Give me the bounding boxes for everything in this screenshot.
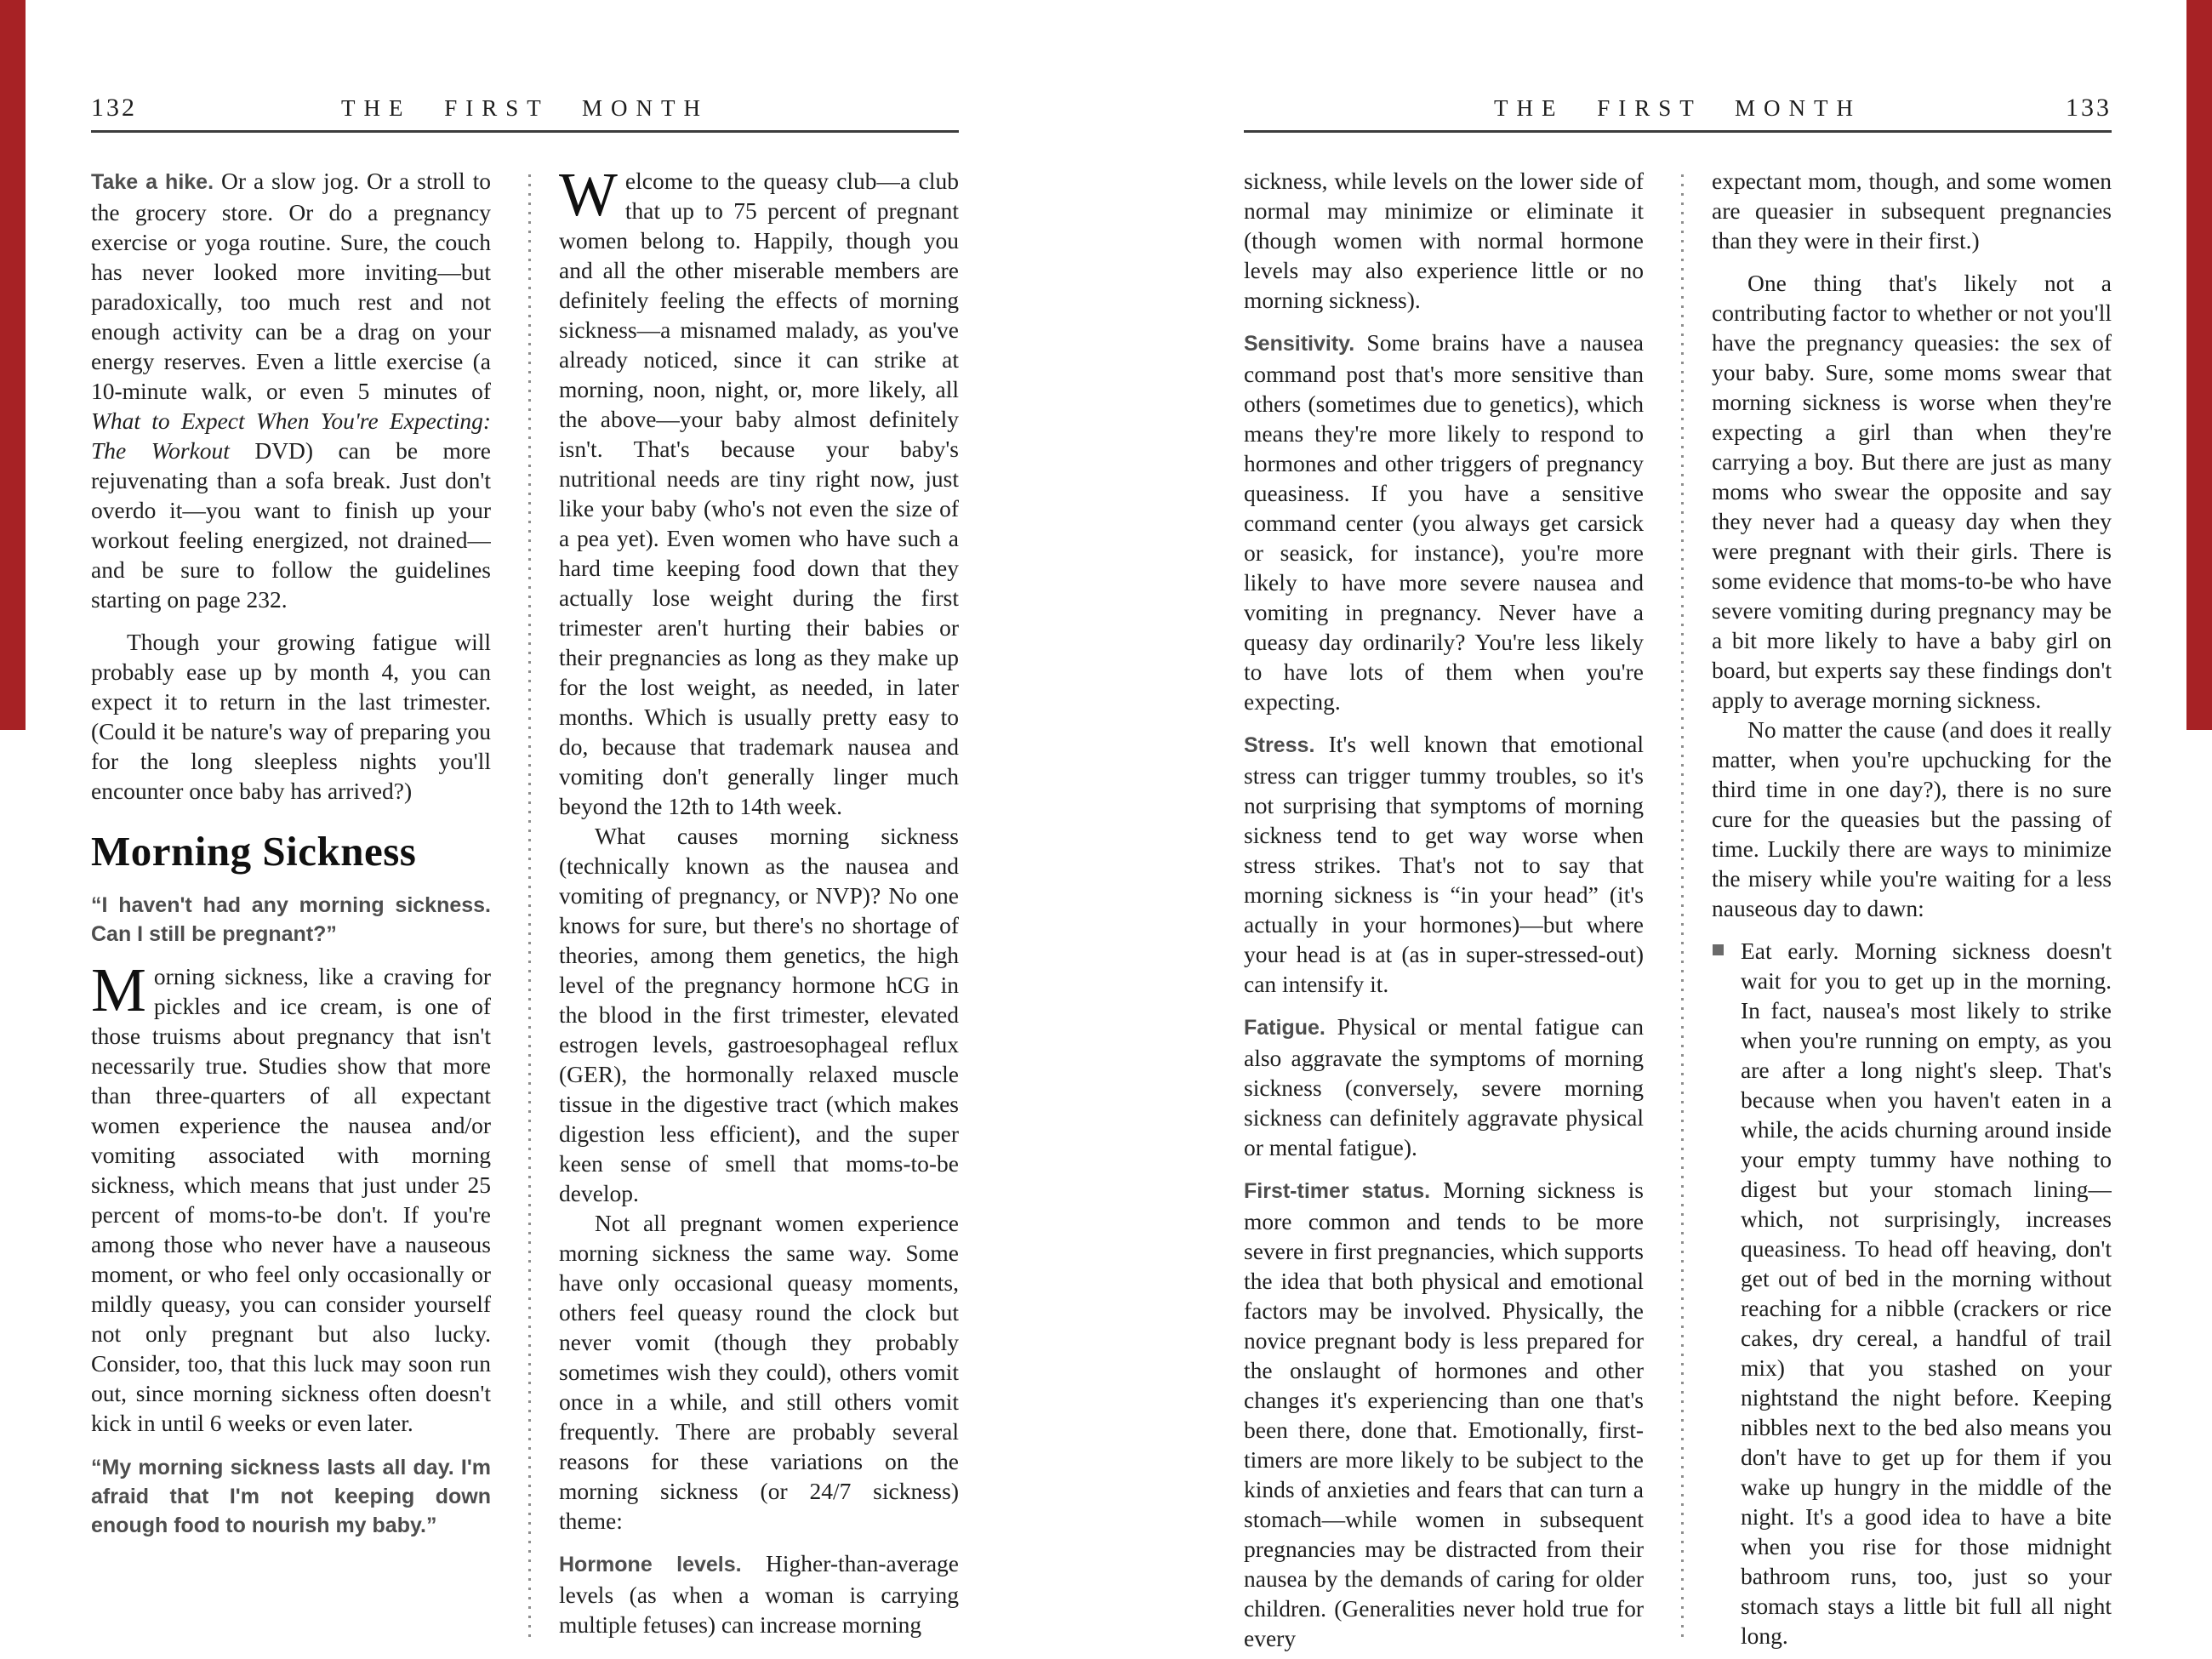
lead-in-label: Hormone levels. (559, 1553, 767, 1576)
text-run: orning sickness, like a craving for pickles and ice cream, is one of those truisms about pregnancy that isn't necessarily true. Studies show that more than three-quarters of all expectant women experience the nausea and/or vomiting associated with morning sickness, which means that just under 25 percent of moms-to-be don't. If you're among those who never have a nauseous moment, or who feel only occasionally or mildly queasy, you can consider yourself not only pregnant but also lucky. Consider, too, that this luck may soon run out, since morning sickness often doesn't kick in until 6 weeks or even later. (91, 963, 491, 1436)
text-run: expectant mom, though, and some women are queasier in subsequent pregnancies than they were in their first.) (1712, 168, 2112, 254)
lead-in-label: Sensitivity. (1244, 332, 1367, 356)
text-run: “My morning sickness lasts all day. I'm afraid that I'm not keeping down enough food to nourish my baby.” (91, 1456, 491, 1537)
lead-in-label: First-timer status. (1244, 1179, 1444, 1203)
body-paragraph (1712, 268, 2112, 715)
text-run: Or a slow jog. Or a stroll to the grocery store. Or do a pregnancy exercise or yoga routine. Sure, the couch has never looked more inviting—but paradoxically, too much rest and not enough activity can be a drag on your energy reserves. Even a little exercise (a 10-minute walk, or even 5 minutes of (91, 168, 491, 404)
bullet-item (1712, 936, 2112, 1650)
body-paragraph (559, 166, 959, 821)
red-chapter-tab-right (2186, 0, 2212, 730)
text-run: Physical or mental fatigue can also aggravate the symptoms of morning sickness (conversely, severe morning sickness can definitely aggravate physical or mental fatigue). (1244, 1013, 1644, 1160)
body-paragraph (559, 1548, 959, 1639)
left-page-column-2 (559, 166, 959, 1653)
lead-in-label: Fatigue. (1244, 1016, 1337, 1040)
body-paragraph (1244, 1012, 1644, 1162)
body-paragraph (559, 1208, 959, 1536)
reader-question (91, 1453, 491, 1540)
section-heading (91, 828, 491, 875)
text-run: Morning sickness is more common and tends to be more severe in first pregnancies, which supports the idea that both physical and emotional factors may be involved. Physically, the novice pregnant body is less prepared for the onslaught of hormones and other changes it's experiencing than one that's been there, done that. Emotionally, first-timers are more likely to be subject to the kinds of anxieties and fears that can turn a stomach—while women in subsequent pregnancies may be distracted from their nausea by the demands of caring for older children. (Generalities never hold true for every (1244, 1177, 1644, 1651)
drop-cap: W (559, 166, 618, 229)
text-run: Eat early. Morning sickness doesn't wait for you to get up in the morning. In fact, nausea's most likely to strike when you're running on empty, as you are after a long night's sleep. That's because when you haven't eaten in a while, the acids churning around inside your empty tummy have nothing to digest but your stomach lining—which, not surprisingly, increases queasiness. To head off heaving, don't get out of bed in the morning without reaching for a nibble (crackers or rice cakes, dry cereal, a handful of trail mix) that you stashed on your nightstand the night before. Keeping nibbles next to the bed also means you don't have to get up for them if you wake up hungry in the middle of the night. It's a good idea to have a bite when you rise for those midnight bathroom runs, too, just so your stomach stays a little bit full all night long. (1741, 938, 2112, 1649)
text-run: No matter the cause (and does it really matter, when you're upchucking for the third time in one day?), there is no sure cure for the queasies but the passing of time. Luckily there are ways to minimize the misery while you're waiting for a less nauseous day to dawn: (1712, 716, 2112, 921)
text-run: “I haven't had any morning sickness. Can I still be pregnant?” (91, 893, 491, 946)
lead-in-label: Stress. (1244, 733, 1329, 757)
left-page-column-1 (91, 166, 491, 1653)
text-run: Not all pregnant women experience morning sickness the same way. Some have only occasional queasy moments, others feel queasy round the clock but never vomit (though they probably sometimes wish they could), others vomit once in a while, and still others vomit frequently. There are probably several reasons for these variations on the morning sickness (or 24/7 sickness) theme: (559, 1210, 959, 1534)
red-chapter-tab-left (0, 0, 26, 730)
text-run: sickness, while levels on the lower side of normal may minimize or eliminate it (though women with normal hormone levels may also experience little or no morning sickness). (1244, 168, 1644, 313)
drop-cap: M (91, 955, 146, 1024)
lead-in-label: Take a hike. (91, 170, 222, 194)
body-paragraph (1244, 166, 1644, 315)
text-run: Some brains have a nausea command post that's more sensitive than others (sometimes due to genetics), which means they're more likely to respond to hormones and other triggers of pregnancy queasiness. If you have a sensitive command center (you always get carsick or seasick, for instance), you're more likely to have more severe nausea and vomiting in pregnancy. Never have a queasy day ordinarily? You're less likely to have lots of them when you're expecting. (1244, 329, 1644, 715)
body-paragraph (1244, 328, 1644, 716)
body-paragraph (91, 627, 491, 806)
right-page-column-2 (1712, 166, 2112, 1653)
column-separator-left-page (528, 174, 531, 1639)
bullet-square-icon (1713, 944, 1724, 955)
text-run: What causes morning sickness (technically known as the nausea and vomiting of pregnancy, or NVP)? No one knows for sure, but there's no shortage of theories, among them genetics, the high level of the pregnancy hormone hCG in the blood in the first trimester, elevated estrogen levels, gastroesophageal reflux (GER), the hormonally relaxed muscle tissue in the digestive tract (which makes digestion less efficient), and the super keen sense of smell that moms-to-be develop. (559, 823, 959, 1206)
body-paragraph (1712, 166, 2112, 255)
page-number-right: 133 (2066, 94, 2112, 122)
body-paragraph (1712, 715, 2112, 923)
text-run: One thing that's likely not a contributing factor to whether or not you'll have the pregnancy queasies: the sex of your baby. Sure, some moms swear that morning sickness is worse when they're expecting a girl than when they're carrying a boy. But there are just as many moms who swear the opposite and say they never had a queasy day when they were pregnant with their girls. There is some evidence that moms-to-be who have severe vomiting during pregnancy may be a bit more likely to have a baby girl on board, but experts say these findings don't apply to average morning sickness. (1712, 270, 2112, 713)
running-title-left: THE FIRST MONTH (340, 95, 710, 121)
text-run: Higher-than-average levels (as when a woman is carrying multiple fetuses) can increase morning (559, 1550, 959, 1638)
right-page-column-1 (1244, 166, 1644, 1653)
page-number-left: 132 (91, 94, 137, 122)
text-run: elcome to the queasy club—a club that up to 75 percent of pregnant women belong to. Happily, though you and all the other miserable members are definitely feeling the effects of morning sickness—a misnamed malady, as you've already noticed, since it can strike at morning, noon, night, or, more likely, all the above—your baby almost definitely isn't. That's because your baby's nutritional needs are tiny right now, just like your baby (who's not even the size of a pea yet). Even women who have such a hard time keeping food down that they actually lose weight during the first trimester aren't hurting their babies or their pregnancies as long as they make up for the lost weight, as needed, in later months. Which is usually pretty easy to do, because that trademark nausea and vomiting don't generally linger much beyond the 12th to 14th week. (559, 168, 959, 819)
body-paragraph (1244, 1175, 1644, 1653)
header-rule-left (91, 130, 959, 133)
header-rule-right (1244, 130, 2112, 133)
reader-question (91, 891, 491, 949)
text-run: It's well known that emotional stress can trigger tummy troubles, so it's not surprising that symptoms of morning sickness tend to get way worse when stress strikes. That's not to say that morning sickness is “in your head” (it's actually in your hormones)—but where your head is at (as in super-stressed-out) can intensify it. (1244, 731, 1644, 997)
italic-run: What to Expect When You're Expecting: The Workout (91, 408, 491, 464)
text-run: Though your growing fatigue will probably ease up by month 4, you can expect it to return in the last trimester. (Could it be nature's way of preparing you for the long sleepless nights you'll encounter once baby has arrived?) (91, 629, 491, 804)
text-run: Morning Sickness (91, 828, 417, 875)
body-paragraph (91, 955, 491, 1438)
body-paragraph (91, 166, 491, 614)
body-paragraph (1244, 729, 1644, 999)
running-title-right: THE FIRST MONTH (1493, 95, 1862, 121)
column-separator-right-page (1681, 174, 1684, 1639)
body-paragraph (559, 821, 959, 1208)
text-run: DVD) can be more rejuvenating than a sofa break. Just don't overdo it—you want to finish up your workout feeling energized, not drained—and be sure to follow the guidelines starting on page 232. (91, 437, 491, 613)
